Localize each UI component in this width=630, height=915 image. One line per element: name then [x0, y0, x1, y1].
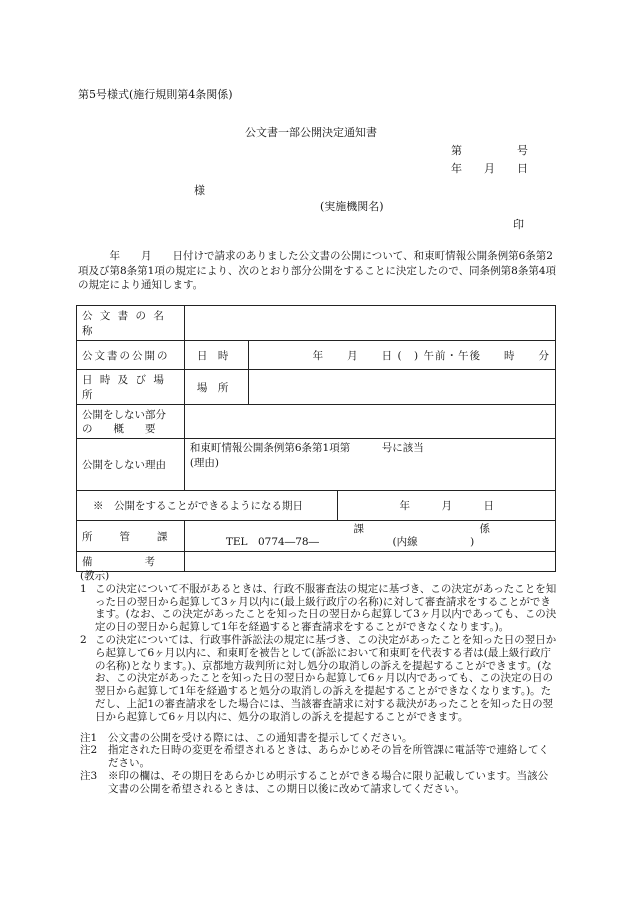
remark-1 [80, 732, 558, 745]
row-department [77, 521, 556, 552]
remark-3 [80, 770, 558, 796]
dept-label: 所 管 課 [77, 521, 185, 552]
note-item-2 [80, 634, 558, 724]
disclosable-date-value: 年 月 日 [338, 491, 556, 521]
agency-name: (実施機関名) [320, 200, 384, 213]
notes-section [80, 570, 558, 796]
remarks-label: 備 考 [77, 552, 185, 572]
schedule-label-1: 公文書の公開の [77, 341, 185, 370]
decision-table [76, 305, 556, 572]
reason-line2: (理由) [189, 457, 220, 469]
remark-2 [80, 744, 558, 770]
place-value [248, 370, 555, 405]
doc-name-value [184, 306, 555, 341]
note-text: この決定について不服があるときは、行政不服審査法の規定に基づき、この決定があったことを知った日の翌日から起算して3ヶ月以内に(最上級行政庁の名称)に対して審査請求をすることができます。(なお、この決定があったことを知った日の翌日から起算して3ヶ月以内であっても、この決定の日の翌日から起算して1年を経過すると審査請求をすることができなくなります。)。 [95, 582, 557, 634]
undisclosed-part-label-1: 公開をしない部分 [82, 408, 166, 421]
undisclosed-part-label-2: の 概 要 [82, 422, 156, 435]
undisclosed-part-label [77, 405, 185, 439]
disclosable-date-label: ※ 公開をすることができるようになる期日 [77, 491, 338, 521]
row-datetime [77, 341, 556, 370]
remarks-value [184, 552, 555, 572]
row-remarks [77, 552, 556, 572]
datetime-value: 年 月 日 ( ) 午前・午後 時 分 [248, 341, 555, 370]
remark-label: 注2 [80, 744, 98, 757]
document-title: 公文書一部公開決定通知書 [245, 126, 377, 139]
row-doc-name [77, 306, 556, 341]
reason-label: 公開をしない理由 [77, 439, 185, 491]
row-place [77, 370, 556, 405]
reason-value [184, 439, 555, 491]
row-reason [77, 439, 556, 491]
form-number: 第5号様式(施行規則第4条関係) [78, 88, 233, 101]
reason-line1: 和東町情報公開条例第6条第1項第 号に該当 [189, 442, 424, 454]
dept-section: 課 係 [353, 523, 490, 535]
note-number: 1 [80, 582, 87, 595]
schedule-label-2: 日 時 及 び 場 所 [77, 370, 185, 405]
row-disclosable-date [77, 491, 556, 521]
dept-value [184, 521, 555, 552]
seal-mark: 印 [513, 218, 524, 231]
note-text: この決定については、行政事件訴訟法の規定に基づき、この決定があったことを知った日の翌日から起算して6ヶ月以内に、和東町を被告として(訴訟において和東町を代表する者は(最上級行政庁の名称)となります。)、京都地方裁判所に対し処分の取消しの訴えを提起することができます。(なお、この決定があったことを知った日の翌日から起算して6ヶ月以内であっても、この決定の日の翌日から起算して1年を経過すると処分の取消しの訴えを提起することができなくなります。)。ただし、上記1の審査請求をした場合には、当該審査請求に対する裁決があったことを知った日の翌日から起算して6ヶ月以内に、処分の取消しの訴えを提起することができます。 [95, 633, 557, 723]
remark-text: ※印の欄は、その期日をあらかじめ明示することができる場合に限り記載しています。当該公文書の公開を希望されるときは、この期日以後に改めて請求してください。 [108, 769, 549, 795]
document-date: 年 月 日 [451, 162, 528, 175]
datetime-label: 日 時 [184, 341, 248, 370]
remark-label: 注3 [80, 769, 98, 782]
remark-text: 公文書の公開を受ける際には、この通知書を提示してください。 [108, 731, 413, 744]
note-item-1 [80, 583, 558, 634]
body-paragraph: 年 月 日付けで請求のありました公文書の公開について、和東町情報公開条例第6条第2項及び第8条第1項の規定により、次のとおり部分公開をすることに決定したので、同条例第8条第4項の規定により通知します。 [78, 250, 557, 291]
undisclosed-part-value [184, 405, 555, 439]
notes-heading: (教示) [80, 570, 110, 582]
row-undisclosed-part [77, 405, 556, 439]
remark-label: 注1 [80, 731, 98, 744]
place-label: 場 所 [184, 370, 248, 405]
note-number: 2 [80, 633, 87, 646]
addressee: 様 [194, 184, 205, 197]
dept-tel: TEL 0774―78― (内線 ) [225, 536, 475, 548]
document-number: 第 号 [451, 144, 528, 157]
remark-text: 指定された日時の変更を希望されるときは、あらかじめその旨を所管課に電話等で連絡してください。 [108, 744, 549, 770]
doc-name-label: 公 文 書 の 名 称 [77, 306, 185, 341]
